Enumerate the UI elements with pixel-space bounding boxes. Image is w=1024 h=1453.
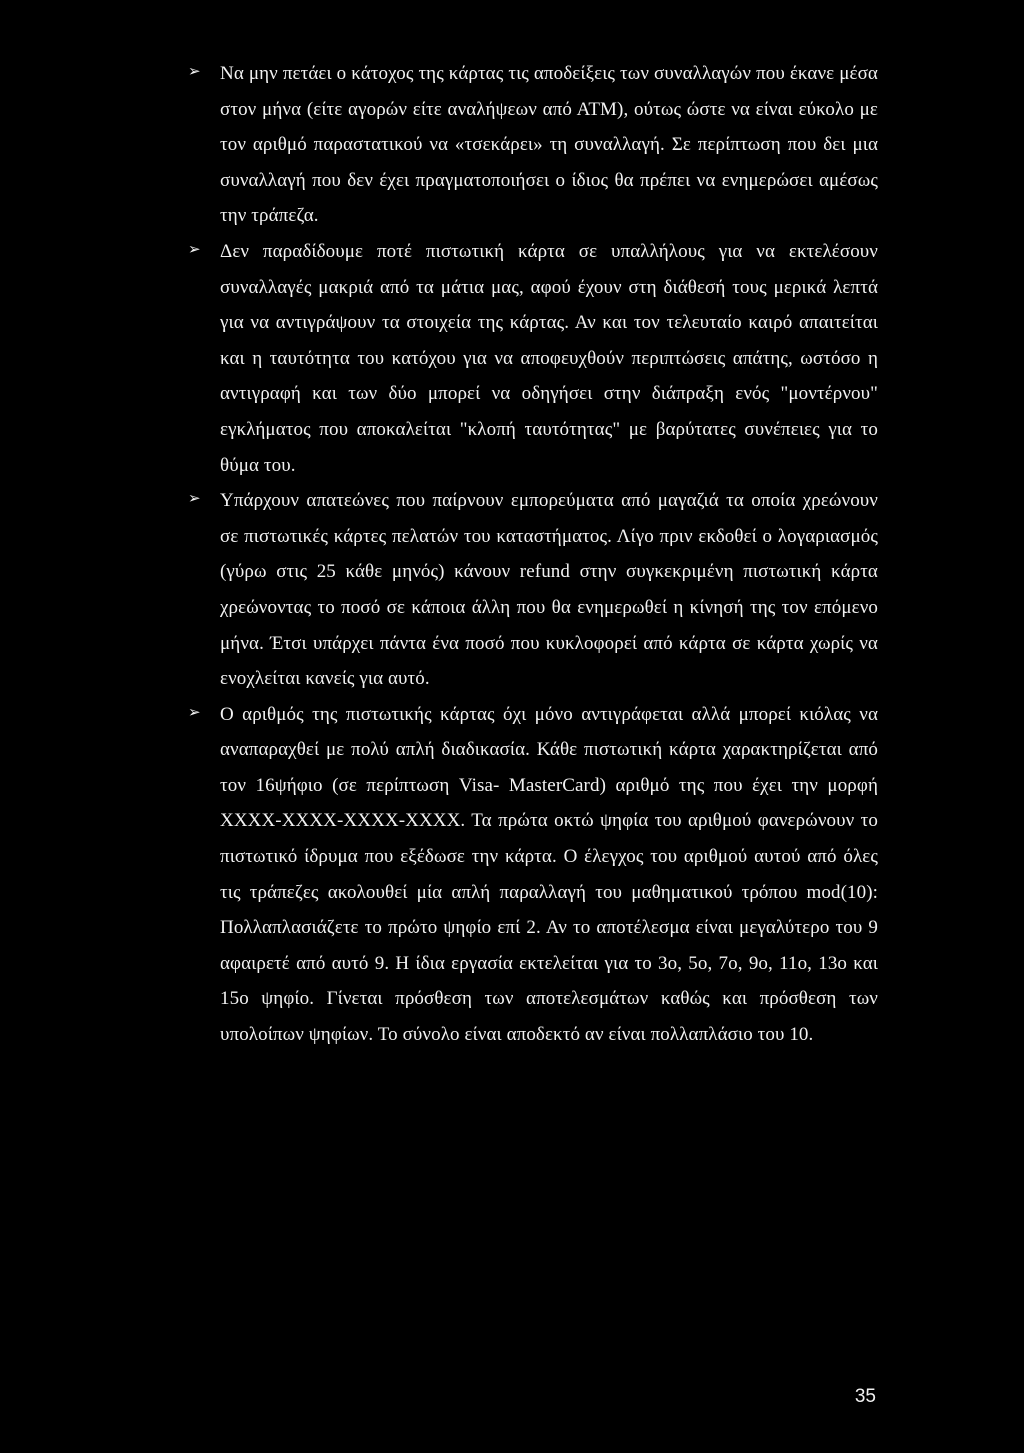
bullet-list <box>188 56 878 1053</box>
page-number: 35 <box>854 1386 876 1407</box>
arrow-bullet-icon: ➢ <box>188 62 201 80</box>
paragraph-text: Να μην πετάει ο κάτοχος της κάρτας τις αποδείξεις των συναλλαγών που έκανε μέσα στον μήνα (είτε αγορών είτε αναλήψεων από ΑΤΜ), ούτως ώστε να είναι εύκολο με τον αριθμό παραστατικού να «τσεκάρει» τη συναλλαγή. Σε περίπτωση που δει μια συναλλαγή που δεν έχει πραγματοποιήσει ο ίδιος θα πρέπει να ενημερώσει αμέσως την τράπεζα. <box>220 63 878 227</box>
arrow-bullet-icon: ➢ <box>188 239 201 258</box>
bullet-item-3 <box>188 483 878 697</box>
bullet-item-2 <box>188 234 878 483</box>
paragraph-text: Δεν παραδίδουμε ποτέ πιστωτική κάρτα σε υπαλλήλους για να εκτελέσουν συναλλαγές μακριά από τα μάτια μας, αφού έχουν στη διάθεσή τους μερικά λεπτά για να αντιγράψουν τα στοιχεία της κάρτας. Αν και τον τελευταίο καιρό απαιτείται και η ταυτότητα του κατόχου για να αποφευχθούν περιπτώσεις απάτης, ωστόσο η αντιγραφή και των δύο μπορεί να οδηγήσει στην διάπραξη ενός "μοντέρνου" εγκλήματος που αποκαλείται "κλοπή ταυτότητας" με βαρύτατες συνέπειες για το θύμα του. <box>220 240 878 476</box>
paragraph-text: Ο αριθμός της πιστωτικής κάρτας όχι μόνο αντιγράφεται αλλά μπορεί κιόλας να αναπαραχθεί με πολύ απλή διαδικασία. Κάθε πιστωτική κάρτα χαρακτηρίζεται από τον 16ψήφιο (σε περίπτωση Visa- MasterCard) αριθμό της που έχει την μορφή ΧΧΧΧ-ΧΧΧΧ-ΧΧΧΧ-ΧΧΧΧ. Τα πρώτα οκτώ ψηφία του αριθμού φανερώνουν το πιστωτικό ίδρυμα που εξέδωσε την κάρτα. Ο έλεγχος του αριθμού αυτού από όλες τις τράπεζες ακολουθεί μία απλή παραλλαγή του μαθηματικού τρόπου mod(10): Πολλαπλασιάζετε το πρώτο ψηφίο επί 2. Αν το αποτέλεσμα είναι μεγαλύτερο του 9 αφαιρετέ από αυτό 9. Η ίδια εργασία εκτελείται για το 3ο, 5ο, 7ο, 9ο, 11ο, 13ο και 15ο ψηφίο. Γίνεται πρόσθεση των αποτελεσμάτων καθώς και πρόσθεση των υπολοίπων ψηφίων. Το σύνολο είναι αποδεκτό αν είναι πολλαπλάσιο του 10. <box>220 703 878 1046</box>
paragraph-text: Υπάρχουν απατεώνες που παίρνουν εμπορεύματα από μαγαζιά τα οποία χρεώνουν σε πιστωτικές κάρτες πελατών του καταστήματος. Λίγο πριν εκδοθεί ο λογαριασμός (γύρω στις 25 κάθε μηνός) κάνουν refund στην συγκεκριμένη πιστωτική κάρτα χρεώνοντας το ποσό σε κάποια άλλη που θα ενημερωθεί η κίνησή της τον επόμενο μήνα. Έτσι υπάρχει πάντα ένα ποσό που κυκλοφορεί από κάρτα σε κάρτα χωρίς να ενοχλείται κανείς για αυτό. <box>220 490 878 690</box>
arrow-bullet-icon: ➢ <box>188 702 201 721</box>
bullet-item-4 <box>188 697 878 1053</box>
bullet-item-1 <box>188 56 878 234</box>
arrow-bullet-icon: ➢ <box>188 489 201 508</box>
